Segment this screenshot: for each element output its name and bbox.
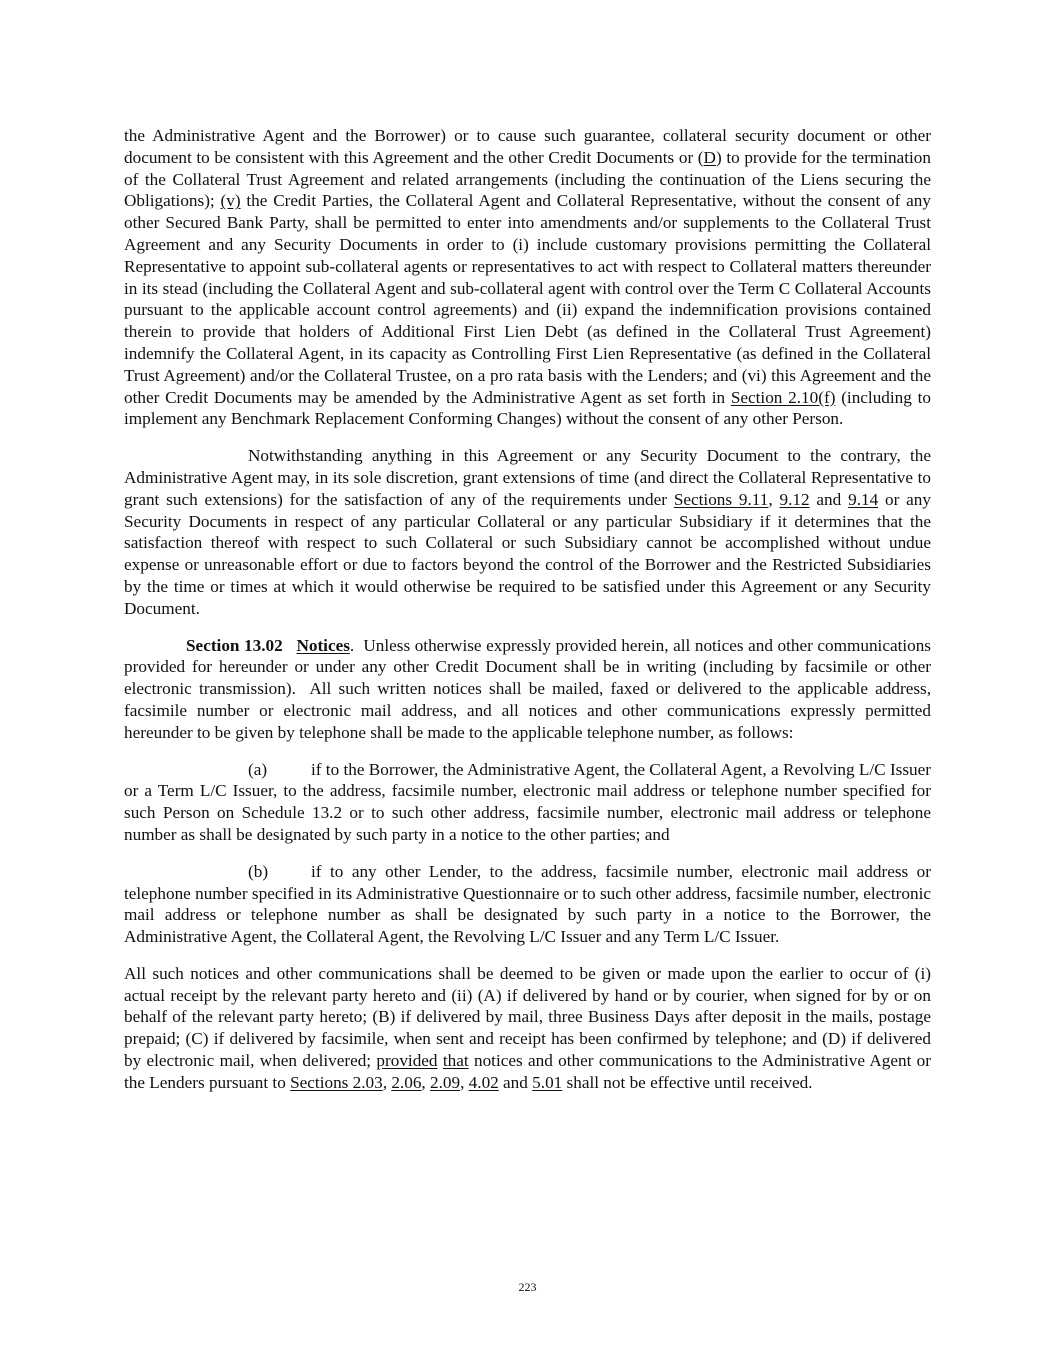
list-item-a: (a) if to the Borrower, the Administrative Agent, the Collateral Agent, a Revolving L/C Issuer or a Term L/C Issuer, to the address, facsimile number, electronic mail address or telephone number specified for such Person on Schedule 13.2 or to such other address, facsimile number, electronic mail address or telephone number as shall be designated by such party in a notice to the other parties; and	[124, 759, 931, 844]
section-13-02-notices: Section 13.02 Notices. Unless otherwise expressly provided herein, all notices and other communications provided for hereunder or under any other Credit Document shall be in writing (including by facsimile or other electronic transmission). All such written notices shall be mailed, faxed or delivered to the applicable address, facsimile number or electronic mail address, and all notices and other communications expressly permitted hereunder to be given by telephone shall be made to the applicable telephone number, as follows:	[124, 635, 936, 742]
section-9-11-ref: Sections 9.11	[673, 489, 769, 509]
page-number: 223	[518, 1280, 537, 1294]
clause-v-ref: (v)	[220, 191, 241, 211]
list-item-b: (b) if to any other Lender, to the address, facsimile number, electronic mail address or telephone number specified in its Administrative Questionnaire or to such other address, facsimile number, electronic mail address or telephone number as shall be designated by such party in a notice to the Borrower, the Administrative Agent, the Collateral Agent, the Revolving L/C Issuer and any Term L/C Issuer.	[124, 861, 931, 947]
section-2-03-ref: Sections 2.03	[290, 1072, 383, 1092]
section-4-02-ref: 4.02	[468, 1072, 499, 1092]
paragraph-notice-effectiveness: All such notices and other communications shall be deemed to be given or made upon the earlier to occur of (i) actual receipt by the relevant party hereto and (ii) (A) if delivered by hand or by courier, when signed for by or on behalf of the relevant party hereto; (B) if delivered by mail, three Business Days after deposit in the mails, postage prepaid; (C) if delivered by facsimile, when sent and receipt has been confirmed by telephone; and (D) if delivered by electronic mail, when delivered; provided that notices and other communications to the Administrative Agent or the Lenders pursuant to Sections 2.03, 2.06, 2.09, 4.02 and 5.01 shall not be effective until received.	[124, 963, 932, 1092]
item-marker: (a)	[248, 759, 268, 779]
section-5-01-ref: 5.01	[532, 1072, 563, 1092]
section-2-09-ref: 2.09	[430, 1072, 461, 1092]
section-number: Section 13.02	[186, 635, 283, 655]
clause-d-ref: D	[703, 147, 716, 167]
item-marker: (b)	[248, 861, 269, 881]
section-title: Notices	[296, 635, 350, 655]
section-2-06-ref: 2.06	[391, 1072, 422, 1092]
that-term: that	[442, 1051, 469, 1071]
provided-term: provided	[376, 1051, 438, 1071]
section-9-14-ref: 9.14	[848, 489, 879, 509]
section-2-10f-ref: Section 2.10(f)	[730, 387, 836, 407]
paragraph-extensions: Notwithstanding anything in this Agreement or any Security Document to the contrary, the Administrative Agent may, in its sole discretion, grant extensions of time (and direct the Collateral Representative to grant such extensions) for the satisfaction of any of the requirements under Sections 9.11, 9.12 and 9.14 or any Security Documents in respect of any particular Collateral or any particular Subsidiary if it determines that the satisfaction thereof with respect to such Collateral or such Subsidiary cannot be accomplished without undue expense or unreasonable effort or due to factors beyond the control of the Borrower and the Restricted Subsidiaries by the time or times at which it would otherwise be required to be satisfied under this Agreement or any Security Document.	[124, 446, 931, 618]
section-9-12-ref: 9.12	[779, 489, 810, 509]
paragraph-amendments-continued: the Administrative Agent and the Borrower) or to cause such guarantee, collateral security document or other document to be consistent with this Agreement and the other Credit Documents or (D) to provide for the termination of the Collateral Trust Agreement and related arrangements (including the continuation of the Liens securing the Obligations); (v) the Credit Parties, the Collateral Agent and Collateral Representative, without the consent of any other Secured Bank Party, shall be permitted to enter into amendments and/or supplements to the Collateral Trust Agreement and any Security Documents in order to (i) include customary provisions permitting the Collateral Representative to appoint sub-collateral agents or representatives to act with respect to Collateral matters thereunder in its stead (including the Collateral Agent and sub-collateral agent with control over the Term C Collateral Accounts pursuant to the applicable account control agreements) and (ii) expand the indemnification provisions contained therein to provide that holders of Additional First Lien Debt (as defined in the Collateral Trust Agreement) indemnify the Collateral Agent, in its capacity as Controlling First Lien Representative (as defined in the Collateral Trust Agreement) and/or the Collateral Trustee, on a pro rata basis with the Lenders; and (vi) this Agreement and the other Credit Documents may be amended by the Administrative Agent as set forth in Section 2.10(f) (including to implement any Benchmark Replacement Conforming Changes) without the consent of any other Person.	[124, 126, 931, 429]
document-body	[124, 125, 936, 1109]
